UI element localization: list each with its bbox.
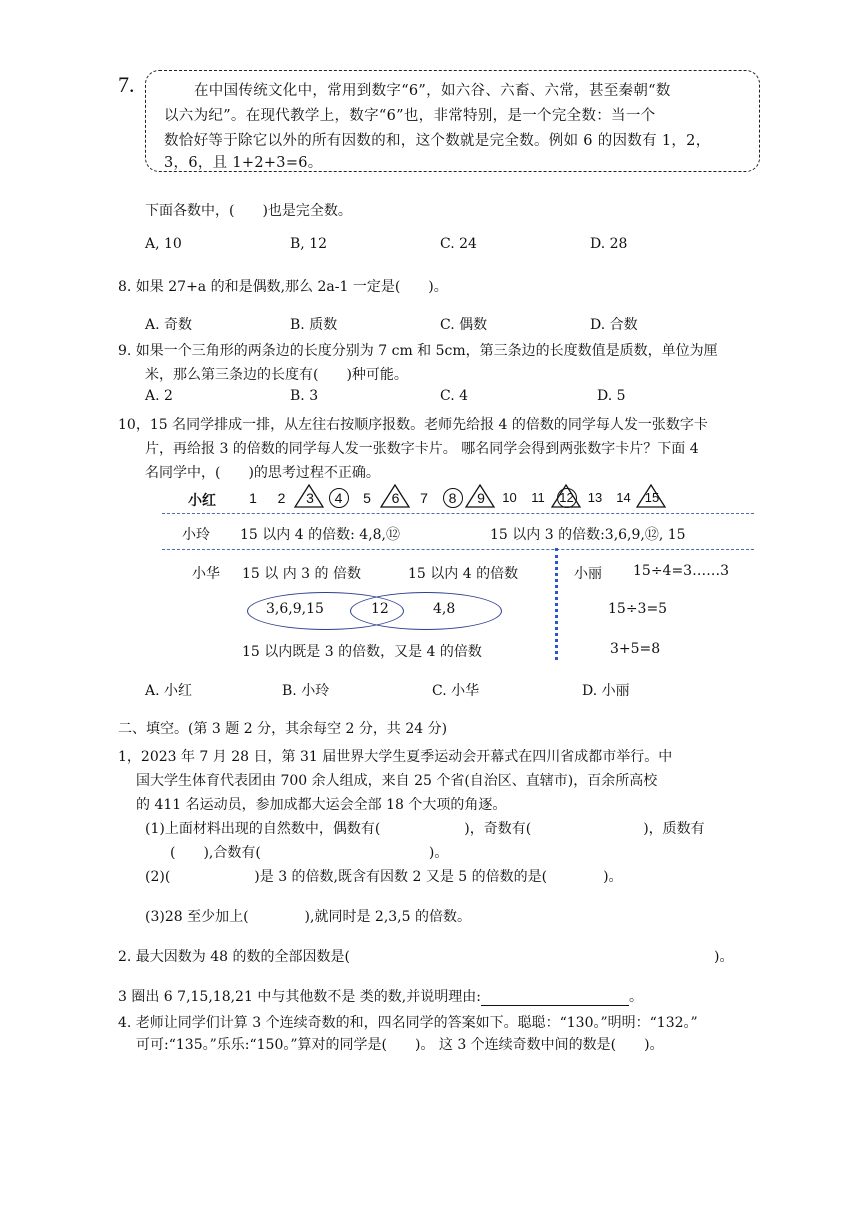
s2-q1-line-3: 的 411 名运动员，参加成都大运会全部 18 个大项的角逐。	[136, 797, 507, 813]
s2-q1-line-2: 国大学生体育代表团由 700 余人组成，来自 25 个省(自治区、直辖市)，百余所高校	[136, 773, 658, 789]
xiaohong-number-7	[411, 484, 437, 510]
q8-option-d[interactable]: D. 合数	[590, 317, 638, 333]
q9-line-1: 9. 如果一个三角形的两条边的长度分别为 7 cm 和 5cm，第三条边的长度数值是质数，单位为厘	[118, 343, 718, 359]
q9-option-d[interactable]: D. 5	[597, 388, 626, 404]
xiaohong-number-label: 10	[502, 490, 517, 505]
q7-option-d[interactable]: D. 28	[590, 236, 628, 252]
xiaohua-label-multiples-3: 15 以 内 3 的 倍数	[242, 566, 361, 582]
venn-common: 12	[371, 601, 389, 617]
xiaoling-name: 小玲	[182, 527, 210, 543]
venn-right-set: 4,8	[433, 601, 456, 617]
q7-option-a[interactable]: A, 10	[145, 236, 182, 252]
xiaohong-number-label: 6	[391, 490, 400, 506]
xiaohong-number-label: 1	[249, 490, 257, 506]
q7-option-c[interactable]: C. 24	[440, 236, 477, 252]
xiaohong-number-label: 9	[477, 490, 485, 506]
xiaohong-number-11	[525, 484, 551, 510]
q8-text: 8. 如果 27+a 的和是偶数,那么 2a-1 一定是( )。	[118, 279, 448, 295]
xiaohong-number-5	[354, 484, 380, 510]
q10-line-2: 片，再给报 3 的倍数的同学每人发一张数字卡片。 哪名同学会得到两张数字卡片？下面 4	[145, 441, 699, 457]
divider-dashed-2	[162, 549, 754, 550]
xiaoli-name: 小丽	[574, 566, 602, 582]
q7-dashed-box	[145, 70, 760, 172]
xiaohong-number-1	[240, 484, 266, 510]
q8-option-a[interactable]: A. 奇数	[145, 317, 193, 333]
q9-option-b[interactable]: B. 3	[290, 388, 319, 404]
q9-line-2: 米，那么第三条边的长度有( )种可能。	[145, 367, 408, 383]
q7-box-line-4: 3，6，且 1+2+3=6。	[164, 155, 323, 171]
s2-q3-end: 。	[628, 989, 643, 1005]
xiaoli-line-3: 3+5=8	[610, 641, 661, 657]
venn-left-set: 3,6,9,15	[266, 601, 324, 617]
xiaohong-number-6	[383, 484, 409, 510]
xiaohong-number-13	[582, 484, 608, 510]
q7-box-line-3: 数恰好等于除它以外的所有因数的和，这个数就是完全数。例如 6 的因数有 1，2，	[164, 133, 711, 149]
s2-q2: 2. 最大因数为 48 的数的全部因数是( )。	[118, 949, 734, 965]
divider-dashed-1	[162, 513, 754, 514]
s2-q1-sub2: (2)( )是 3 的倍数,既含有因数 2 又是 5 的倍数的是( )。	[145, 869, 623, 885]
xiaohong-number-label: 13	[587, 490, 603, 505]
q10-option-c[interactable]: C. 小华	[432, 683, 480, 699]
xiaohong-number-label: 7	[420, 490, 428, 506]
xiaohong-number-4	[326, 484, 352, 510]
s2-q1-line-1: 1，2023 年 7 月 28 日，第 31 届世界大学生夏季运动会开幕式在四川省成都市举行。中	[118, 749, 673, 765]
xiaohong-number-label: 3	[306, 490, 314, 506]
xiaohong-number-8	[440, 484, 466, 510]
q8-option-b[interactable]: B. 质数	[290, 317, 338, 333]
q10-option-a[interactable]: A. 小红	[145, 683, 193, 699]
xiaoling-multiples-4: 15 以内 4 的倍数: 4,8,⑫	[240, 527, 400, 543]
xiaohong-number-label: 11	[531, 490, 545, 505]
xiaohong-name: 小红	[188, 493, 216, 509]
xiaohong-number-label: 15	[644, 490, 660, 505]
xiaohong-number-3	[297, 484, 323, 510]
q7-option-b[interactable]: B, 12	[290, 236, 328, 252]
q10-option-d[interactable]: D. 小丽	[582, 683, 630, 699]
xiaohong-number-label: 4	[334, 490, 343, 506]
xiaohua-name: 小华	[192, 566, 220, 582]
xiaoli-line-2: 15÷3=5	[608, 601, 668, 617]
xiaohong-number-2	[269, 484, 295, 510]
s2-q3-answer-blank[interactable]	[481, 993, 629, 1006]
xiaohong-number-12	[554, 484, 580, 510]
xiaohong-number-label: 5	[363, 490, 371, 506]
s2-q1-sub1-line-2: ( ),合数有( )。	[170, 845, 449, 861]
q7-box-line-2: 以六为纪”。在现代教学上，数字“6”也，非常特别，是一个完全数：当一个	[164, 108, 656, 124]
s2-q1-sub1-line-1: (1)上面材料出现的自然数中，偶数有( )，奇数有( )，质数有	[145, 821, 705, 837]
s2-q4-line-1: 4. 老师让同学们计算 3 个连续奇数的和，四名同学的答案如下。聪聪：“130。”明明：“132。”	[118, 1015, 698, 1031]
xiaohong-number-14	[611, 484, 637, 510]
xiaohua-caption: 15 以内既是 3 的倍数，又是 4 的倍数	[242, 644, 482, 660]
q7-box-line-1: 在中国传统文化中，常用到数字“6”，如六谷、六畜、六常，甚至秦朝“数	[194, 83, 671, 99]
xiaohong-number-label: 8	[448, 490, 457, 506]
xiaohong-number-9	[468, 484, 494, 510]
section-2-title: 二、填空。(第 3 题 2 分，其余每空 2 分，共 24 分)	[118, 721, 448, 737]
q7-question: 下面各数中，( )也是完全数。	[145, 203, 352, 219]
q10-line-3: 名同学中，( )的思考过程不正确。	[145, 465, 380, 481]
q9-option-c[interactable]: C. 4	[440, 388, 469, 404]
divider-dotted-vertical	[555, 548, 558, 660]
xiaohua-label-multiples-4: 15 以内 4 的倍数	[408, 566, 519, 582]
question-7-number: 7.	[118, 72, 135, 97]
xiaohong-number-label: 12	[559, 490, 574, 505]
q10-line-1: 10，15 名同学排成一排，从左往右按顺序报数。老师先给报 4 的倍数的同学每人发一张数字卡	[118, 417, 708, 433]
xiaohong-number-label: 2	[277, 490, 286, 506]
xiaoling-multiples-3: 15 以内 3 的倍数:3,6,9,⑫, 15	[490, 527, 686, 543]
xiaohong-number-label: 14	[616, 490, 631, 505]
q9-option-a[interactable]: A. 2	[145, 388, 173, 404]
s2-q3-text: 3 圈出 6 7,15,18,21 中与其他数不是 类的数,并说明理由:	[118, 989, 481, 1005]
q8-option-c[interactable]: C. 偶数	[440, 317, 488, 333]
xiaohong-number-10	[497, 484, 523, 510]
xiaoli-line-1: 15÷4=3……3	[633, 563, 729, 579]
s2-q4-line-2: 可可:“135。”乐乐:“150。”算对的同学是( )。 这 3 个连续奇数中间的数是( )。	[136, 1037, 664, 1053]
xiaohong-number-15	[639, 484, 665, 510]
s2-q3	[118, 986, 643, 1006]
q10-option-b[interactable]: B. 小玲	[282, 683, 330, 699]
s2-q1-sub3: (3)28 至少加上( ),就同时是 2,3,5 的倍数。	[145, 909, 471, 925]
